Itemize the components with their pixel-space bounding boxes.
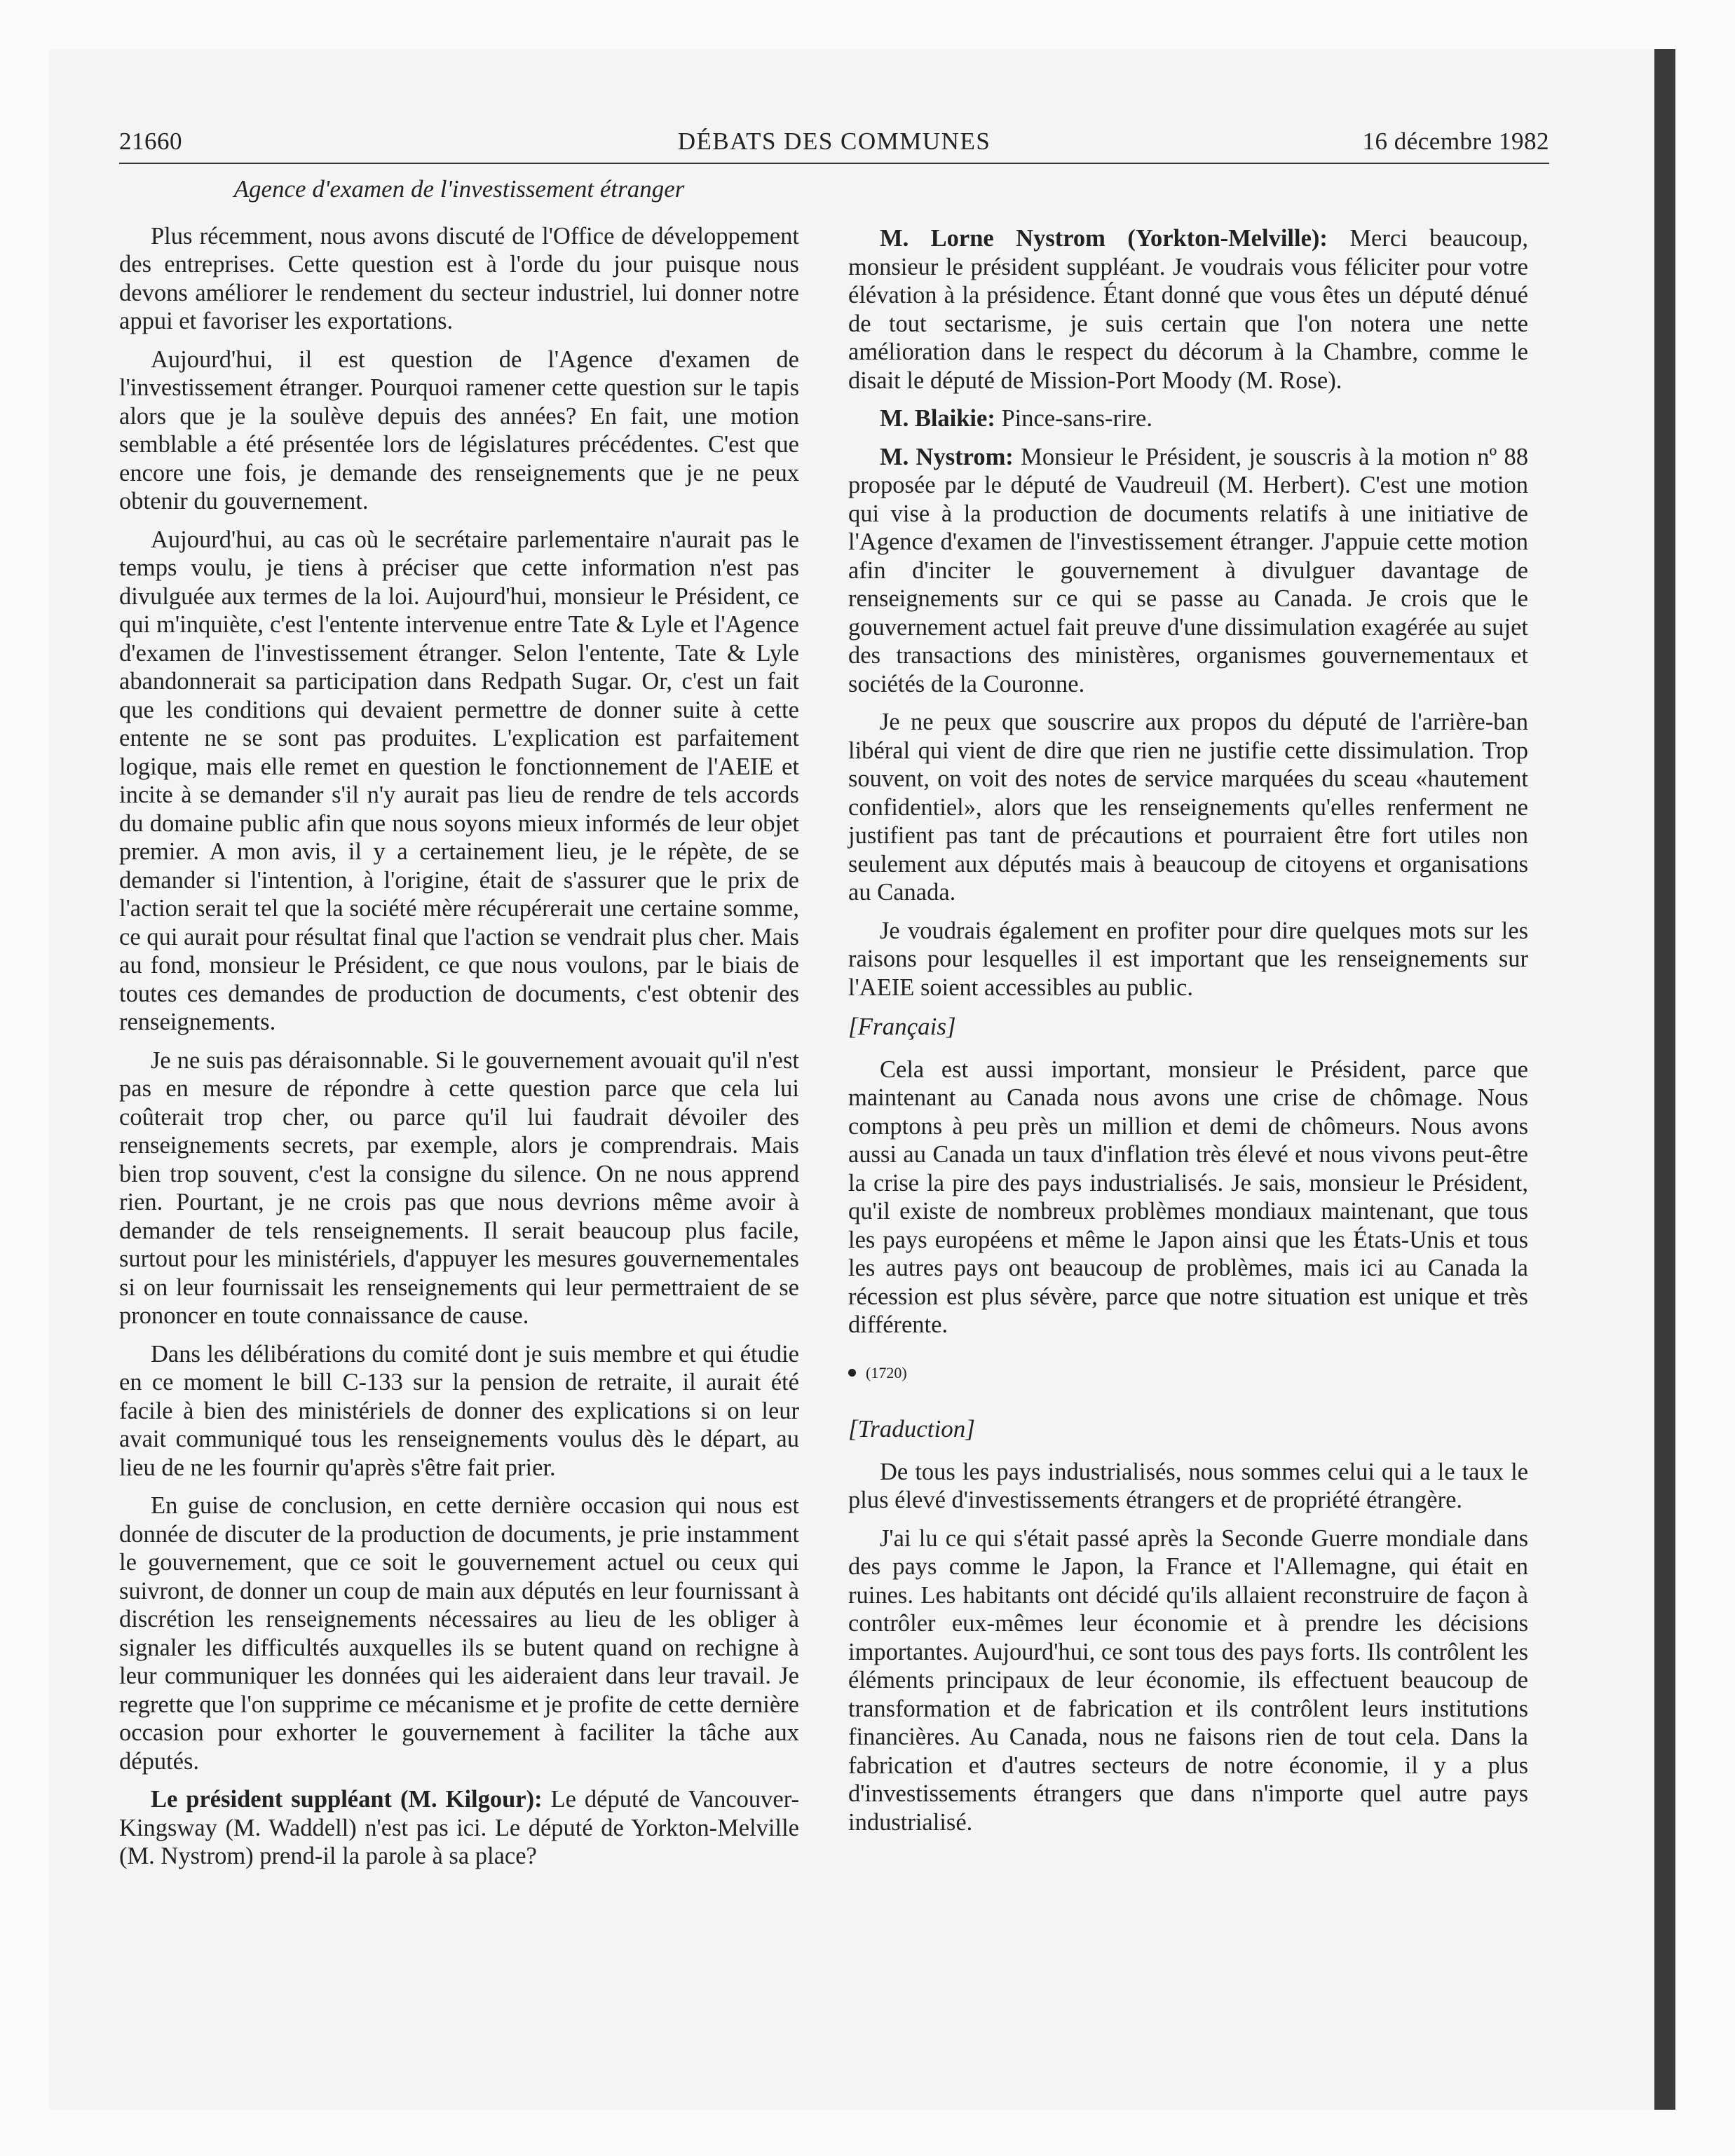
speaker-paragraph xyxy=(848,404,1528,433)
speaker-paragraph xyxy=(119,1785,799,1871)
language-marker: [Français] xyxy=(848,1013,956,1040)
left-column xyxy=(119,175,799,1881)
paragraph: De tous les pays industrialisés, nous sommes celui qui a le taux le plus élevé d'investissements étrangers et de propriété étrangère. xyxy=(848,1458,1528,1513)
speaker-paragraph xyxy=(848,443,1528,699)
page-header xyxy=(119,128,1549,163)
speaker-name: Le président suppléant (M. Kilgour): xyxy=(151,1786,543,1813)
speaker-name: M. Nystrom: xyxy=(880,443,1014,470)
scan-edge xyxy=(1654,49,1675,2110)
paragraph: Dans les délibérations du comité dont je suis membre et qui étudie en ce moment le bill C-133 sur la pension de retraite, il aurait été facile à bien des ministériels de donner des explications si on leur avait communiqué tous les renseignements voulus dès le départ, au lieu de ne les fournir qu'après s'être fait prier. xyxy=(119,1340,799,1481)
paragraph: En guise de conclusion, en cette dernière occasion qui nous est donnée de discuter de la production de documents, je prie instamment le gouvernement, que ce soit le gouvernement actuel ou ceux qui suivront, de donner un coup de main aux députés en leur fournissant à discrétion les renseignements nécessaires au lieu de les obliger à signaler les difficultés auxquelles ils se butent quand on rechigne à leur communiquer les données qui les aideraient dans leur travail. Je regrette que l'on supprime ce mécanisme et je profite de cette dernière occasion pour exhorter le gouvernement à faciliter la tâche aux députés. xyxy=(119,1492,799,1775)
paragraph: Aujourd'hui, au cas où le secrétaire parlementaire n'aurait pas le temps voulu, je tiens à préciser que cette information n'est pas divulguée aux termes de la loi. Aujourd'hui, monsieur le Président, ce qui m'inquiète, c'est l'entente intervenue entre Tate & Lyle et l'Agence d'examen de l'investissement étranger. Selon l'entente, Tate & Lyle abandonnerait sa participation dans Redpath Sugar. Or, c'est un fait que les conditions qui devaient permettre de donner suite à cette entente ne se sont pas produites. L'explication est parfaitement logique, mais elle remet en question le fonctionnement de l'AEIE et incite à se demander s'il n'y aurait pas lieu de rendre de tels accords du domaine public afin que nous soyons mieux informés de leur objet premier. A mon avis, il y a certainement lieu, je le répète, de se demander si l'intention, à l'origine, était de s'assurer que le prix de l'action serait tel que la société mère récupérerait une certaine somme, ce qui aurait pour résultat final que l'action se vendrait plus cher. Mais au fond, monsieur le Président, ce que nous voulons, par le biais de toutes ces demandes de production de documents, c'est obtenir des renseignements. xyxy=(119,526,799,1035)
paragraph: Je ne peux que souscrire aux propos du député de l'arrière-ban libéral qui vient de dire que rien ne justifie cette dissimulation. Trop souvent, on voit des notes de service marquées du sceau «hautement confidentiel», alors que les renseignements qu'elles renferment ne justifient pas tant de précautions et pourraient être fort utiles non seulement aux députés mais à beaucoup de citoyens et organisations au Canada. xyxy=(848,709,1528,906)
paragraph: Je voudrais également en profiter pour dire quelques mots sur les raisons pour lesquelles il est important que les renseignements sur l'AEIE soient accessibles au public. xyxy=(848,917,1528,1001)
paragraph: J'ai lu ce qui s'était passé après la Seconde Guerre mondiale dans des pays comme le Japon, la France et l'Allemagne, qui était en ruines. Les habitants ont décidé qu'ils allaient reconstruire de façon à contrôler eux-mêmes leur économie et à prendre les décisions importantes. Aujourd'hui, ce sont tous des pays forts. Ils contrôlent les éléments principaux de leur économie, ils effectuent beaucoup de transformation et de fabrication et ils contrôlent leurs institutions financières. Au Canada, nous ne faisons rien de tout cela. Dans la fabrication et d'autres secteurs de notre économie, il y a plus d'investissements étrangers que dans n'importe quel autre pays industrialisé. xyxy=(848,1524,1528,1836)
publication-title: DÉBATS DES COMMUNES xyxy=(677,128,991,155)
speaker-paragraph xyxy=(848,224,1528,395)
page-number: 21660 xyxy=(119,128,182,155)
right-column xyxy=(848,224,1528,1846)
language-marker: [Traduction] xyxy=(848,1415,975,1442)
speech-text: Merci beaucoup, monsieur le président suppléant. Je voudrais vous féliciter pour votre élévation à la présidence. Étant donné que vous êtes un député dénué de tout sectarisme, je suis certain que l'on notera une nette amélioration dans le respect du décorum à la Chambre, comme le disait le député de Mission-Port Moody (M. Rose). xyxy=(848,225,1528,394)
header-rule xyxy=(119,163,1549,164)
speaker-name: M. Lorne Nystrom (Yorkton-Melville): xyxy=(880,225,1328,252)
timestamp xyxy=(848,1359,1528,1388)
bullet-icon xyxy=(848,1369,856,1377)
speech-text: Le député de Vancouver-Kingsway (M. Waddell) n'est pas ici. Le député de Yorkton-Melville (M. Nystrom) prend-il la parole à sa place? xyxy=(119,1786,799,1869)
speaker-name: M. Blaikie: xyxy=(880,405,995,432)
speech-text: Monsieur le Président, je souscris à la motion nº 88 proposée par le député de Vaudreuil (M. Herbert). C'est une motion qui vise à la production de documents relatifs à une initiative de l'Agence d'examen de l'investissement étranger. J'appuie cette motion afin d'inciter le gouvernement à divulguer davantage de renseignements sur ce qui se passe au Canada. Je crois que le gouvernement actuel fait preuve d'une dissimulation exagérée au sujet des transactions des ministères, organismes gouvernementaux et sociétés de la Couronne. xyxy=(848,443,1528,697)
paragraph: Je ne suis pas déraisonnable. Si le gouvernement avouait qu'il n'est pas en mesure de répondre à cette question parce que cela lui coûterait trop cher, ou parce qu'il lui faudrait dévoiler des renseignements secrets, par exemple, alors je comprendrais. Mais bien trop souvent, c'est la consigne du silence. On ne nous apprend rien. Pourtant, je ne crois pas que nous devrions même avoir à demander de tels renseignements. Il serait beaucoup plus facile, surtout pour les ministériels, d'appuyer les mesures gouvernementales si on leur fournissait les renseignements qui leur permettraient de se prononcer en toute connaissance de cause. xyxy=(119,1046,799,1329)
section-title: Agence d'examen de l'investissement étranger xyxy=(233,175,685,203)
timestamp-text: (1720) xyxy=(866,1363,907,1381)
page-date: 16 décembre 1982 xyxy=(1362,128,1549,155)
paragraph: Cela est aussi important, monsieur le Président, parce que maintenant au Canada nous avons une crise de chômage. Nous comptons à peu près un million et demi de chômeurs. Nous avons aussi au Canada un taux d'inflation très élevé et nous vivons peut-être la crise la pire des pays industrialisés. Je sais, monsieur le Président, qu'il existe de nombreux problèmes mondiaux maintenant, que tous les pays européens et même le Japon ainsi que les États-Unis et tous les autres pays ont beaucoup de problèmes, mais ici au Canada la récession est plus sévère, parce que notre situation est unique et très différente. xyxy=(848,1056,1528,1338)
paragraph: Aujourd'hui, il est question de l'Agence d'examen de l'investissement étranger. Pourquoi ramener cette question sur le tapis alors que je la soulève depuis des années? En fait, une motion semblable a été présentée lors de législatures précédentes. C'est que encore une fois, je demande des renseignements que je ne peux obtenir du gouvernement. xyxy=(119,346,799,514)
paragraph: Plus récemment, nous avons discuté de l'Office de développement des entreprises. Cette question est à l'orde du jour puisque nous devons améliorer le rendement du secteur industriel, lui donner notre appui et favoriser les exportations. xyxy=(119,222,799,334)
speech-text: Pince-sans-rire. xyxy=(995,405,1152,432)
